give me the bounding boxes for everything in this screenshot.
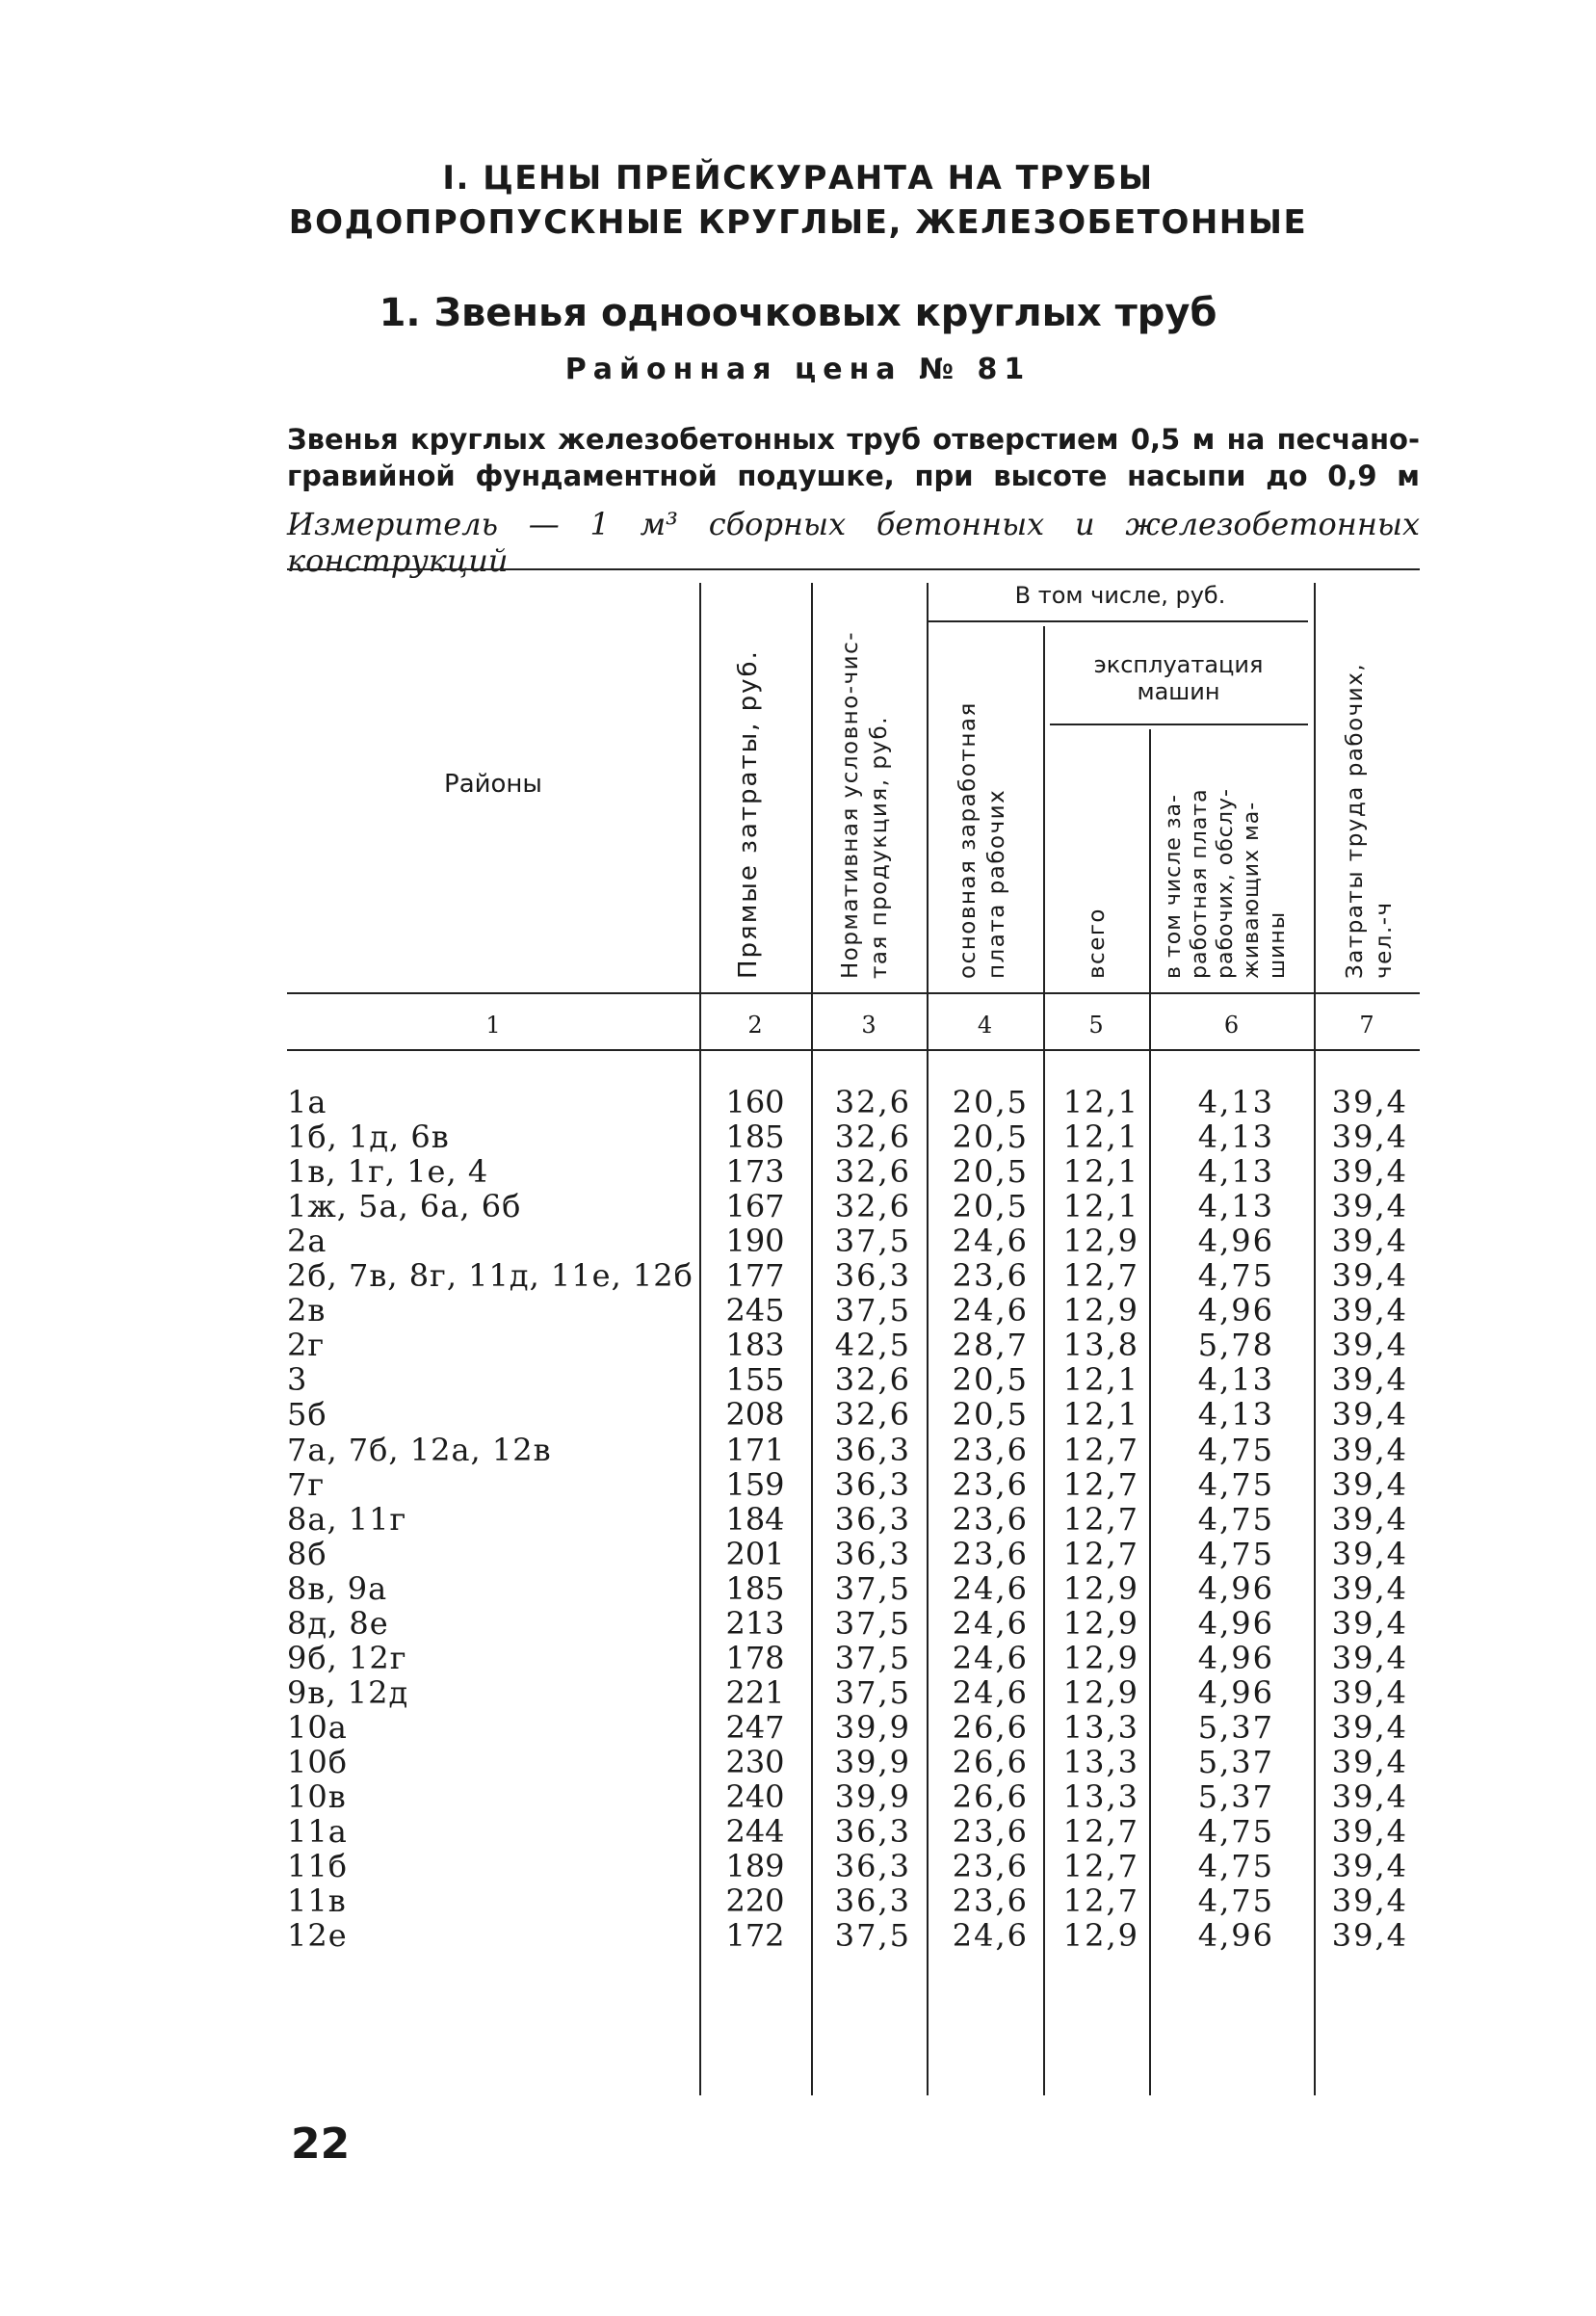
- value-cell-c6: 4,75: [1197, 1501, 1274, 1538]
- region-cell: 8д, 8е: [287, 1605, 389, 1642]
- value-cell-c4: 28,7: [952, 1327, 1029, 1363]
- section-title: 1. Звенья одноочковых круглых труб: [379, 291, 1217, 335]
- value-cell-c6: 4,96: [1197, 1605, 1274, 1642]
- value-cell-c5: 12,9: [1062, 1292, 1139, 1329]
- value-cell-c4: 20,5: [952, 1119, 1029, 1155]
- value-cell-c5: 12,9: [1062, 1223, 1139, 1259]
- value-cell-c5: 13,3: [1062, 1778, 1139, 1815]
- value-cell-c6: 5,37: [1197, 1778, 1274, 1815]
- value-cell-c5: 12,9: [1062, 1570, 1139, 1607]
- value-cell-c6: 4,13: [1197, 1188, 1274, 1224]
- region-cell: 11б: [287, 1848, 348, 1884]
- value-cell-c6: 4,13: [1197, 1153, 1274, 1190]
- price-label: Районная цена № 81: [564, 353, 1032, 386]
- region-cell: 8б: [287, 1536, 327, 1572]
- value-cell-c2: 208: [725, 1396, 785, 1433]
- value-cell-c7: 39,4: [1331, 1744, 1408, 1780]
- region-cell: 1б, 1д, 6в: [287, 1119, 450, 1155]
- value-cell-c6: 4,75: [1197, 1257, 1274, 1294]
- value-cell-c2: 189: [725, 1848, 785, 1884]
- value-cell-c3: 42,5: [834, 1327, 911, 1363]
- value-cell-c4: 20,5: [952, 1361, 1029, 1398]
- value-cell-c4: 20,5: [952, 1396, 1029, 1433]
- header-normative-product: Нормативная условно-чис- тая продукция, руб.: [838, 630, 892, 979]
- value-cell-c2: 220: [725, 1882, 785, 1919]
- value-cell-c7: 39,4: [1331, 1709, 1408, 1746]
- value-cell-c6: 4,96: [1197, 1570, 1274, 1607]
- value-cell-c4: 24,6: [952, 1640, 1029, 1676]
- column-number-7: 7: [1359, 1012, 1374, 1039]
- value-cell-c4: 26,6: [952, 1778, 1029, 1815]
- value-cell-c4: 23,6: [952, 1501, 1029, 1538]
- value-cell-c5: 12,9: [1062, 1605, 1139, 1642]
- value-cell-c7: 39,4: [1331, 1327, 1408, 1363]
- value-cell-c3: 37,5: [834, 1917, 911, 1954]
- value-cell-c5: 12,7: [1062, 1536, 1139, 1572]
- region-cell: 7г: [287, 1466, 326, 1503]
- column-number-3: 3: [861, 1012, 876, 1039]
- value-cell-c2: 183: [725, 1327, 785, 1363]
- value-cell-c4: 20,5: [952, 1188, 1029, 1224]
- value-cell-c3: 37,5: [834, 1223, 911, 1259]
- chapter-heading: [0, 156, 1596, 245]
- value-cell-c5: 12,7: [1062, 1813, 1139, 1850]
- value-cell-c7: 39,4: [1331, 1848, 1408, 1884]
- value-cell-c7: 39,4: [1331, 1153, 1408, 1190]
- region-cell: 1а: [287, 1084, 327, 1120]
- value-cell-c3: 36,3: [834, 1813, 911, 1850]
- value-cell-c3: 39,9: [834, 1778, 911, 1815]
- value-cell-c2: 221: [725, 1674, 785, 1711]
- value-cell-c2: 190: [725, 1223, 785, 1259]
- value-cell-c4: 26,6: [952, 1744, 1029, 1780]
- header-machines-total: всего: [1085, 907, 1110, 979]
- value-cell-c6: 4,75: [1197, 1813, 1274, 1850]
- value-cell-c5: 12,7: [1062, 1432, 1139, 1468]
- value-cell-c6: 4,96: [1197, 1917, 1274, 1954]
- value-cell-c7: 39,4: [1331, 1501, 1408, 1538]
- value-cell-c7: 39,4: [1331, 1223, 1408, 1259]
- value-cell-c4: 24,6: [952, 1223, 1029, 1259]
- value-cell-c6: 4,75: [1197, 1882, 1274, 1919]
- value-cell-c6: 4,75: [1197, 1432, 1274, 1468]
- value-cell-c7: 39,4: [1331, 1778, 1408, 1815]
- region-cell: 10а: [287, 1709, 348, 1746]
- value-cell-c2: 155: [725, 1361, 785, 1398]
- region-cell: 10в: [287, 1778, 347, 1815]
- value-cell-c6: 5,78: [1197, 1327, 1274, 1363]
- value-cell-c5: 12,1: [1062, 1119, 1139, 1155]
- value-cell-c5: 13,8: [1062, 1327, 1139, 1363]
- value-cell-c4: 24,6: [952, 1292, 1029, 1329]
- value-cell-c4: 23,6: [952, 1536, 1029, 1572]
- value-cell-c2: 160: [725, 1084, 785, 1120]
- incl-group-rule: [927, 620, 1308, 622]
- value-cell-c2: 213: [725, 1605, 785, 1642]
- column-number-4: 4: [977, 1012, 993, 1039]
- value-cell-c5: 12,1: [1062, 1396, 1139, 1433]
- value-cell-c3: 37,5: [834, 1292, 911, 1329]
- description: [287, 421, 1420, 494]
- header-regions: Районы: [444, 770, 542, 799]
- value-cell-c6: 5,37: [1197, 1709, 1274, 1746]
- value-cell-c7: 39,4: [1331, 1084, 1408, 1120]
- header-machines-wage: в том числе за- работная плата рабочих, обслу- живающих ма- шины: [1162, 788, 1290, 979]
- value-cell-c5: 12,7: [1062, 1466, 1139, 1503]
- value-cell-c7: 39,4: [1331, 1536, 1408, 1572]
- value-cell-c4: 24,6: [952, 1570, 1029, 1607]
- value-cell-c7: 39,4: [1331, 1361, 1408, 1398]
- value-cell-c3: 32,6: [834, 1119, 911, 1155]
- region-cell: 2б, 7в, 8г, 11д, 11е, 12б: [287, 1257, 693, 1294]
- value-cell-c3: 37,5: [834, 1605, 911, 1642]
- value-cell-c2: 177: [725, 1257, 785, 1294]
- region-cell: 8а, 11г: [287, 1501, 407, 1538]
- value-cell-c5: 13,3: [1062, 1709, 1139, 1746]
- region-cell: 2в: [287, 1292, 327, 1329]
- region-cell: 10б: [287, 1744, 348, 1780]
- column-number-5: 5: [1088, 1012, 1104, 1039]
- value-cell-c5: 12,9: [1062, 1674, 1139, 1711]
- value-cell-c7: 39,4: [1331, 1257, 1408, 1294]
- value-cell-c4: 23,6: [952, 1848, 1029, 1884]
- region-cell: 2а: [287, 1223, 327, 1259]
- region-cell: 2г: [287, 1327, 326, 1363]
- value-cell-c7: 39,4: [1331, 1640, 1408, 1676]
- chapter-heading-line1: I. ЦЕНЫ ПРЕЙСКУРАНТА НА ТРУБЫ: [442, 159, 1154, 197]
- value-cell-c3: 32,6: [834, 1188, 911, 1224]
- value-cell-c3: 37,5: [834, 1640, 911, 1676]
- value-cell-c7: 39,4: [1331, 1396, 1408, 1433]
- page-number: 22: [291, 2119, 351, 2169]
- value-cell-c4: 23,6: [952, 1813, 1029, 1850]
- region-cell: 11в: [287, 1882, 347, 1919]
- column-numbers-rule: [287, 1049, 1420, 1051]
- header-direct-costs: Прямые затраты, руб.: [734, 649, 763, 979]
- description-line2: гравийной фундаментной подушке, при высоте насыпи до 0,9 м: [287, 460, 1420, 492]
- value-cell-c2: 184: [725, 1501, 785, 1538]
- value-cell-c6: 4,13: [1197, 1361, 1274, 1398]
- value-cell-c7: 39,4: [1331, 1570, 1408, 1607]
- value-cell-c3: 36,3: [834, 1257, 911, 1294]
- value-cell-c5: 12,1: [1062, 1188, 1139, 1224]
- header-machines-group: эксплуатация машин: [1093, 651, 1264, 705]
- value-cell-c3: 36,3: [834, 1848, 911, 1884]
- value-cell-c7: 39,4: [1331, 1674, 1408, 1711]
- region-cell: 5б: [287, 1396, 327, 1433]
- value-cell-c3: 36,3: [834, 1432, 911, 1468]
- region-cell: 3: [287, 1361, 308, 1398]
- value-cell-c5: 12,7: [1062, 1257, 1139, 1294]
- value-cell-c2: 247: [725, 1709, 785, 1746]
- value-cell-c7: 39,4: [1331, 1466, 1408, 1503]
- value-cell-c5: 12,9: [1062, 1917, 1139, 1954]
- value-cell-c7: 39,4: [1331, 1292, 1408, 1329]
- description-line1: Звенья круглых железобетонных труб отверстием 0,5 м на песчано-: [287, 423, 1420, 456]
- value-cell-c4: 23,6: [952, 1882, 1029, 1919]
- value-cell-c5: 12,1: [1062, 1361, 1139, 1398]
- value-cell-c3: 36,3: [834, 1536, 911, 1572]
- value-cell-c7: 39,4: [1331, 1605, 1408, 1642]
- machines-group-rule: [1050, 724, 1308, 725]
- value-cell-c6: 5,37: [1197, 1744, 1274, 1780]
- value-cell-c7: 39,4: [1331, 1432, 1408, 1468]
- value-cell-c2: 173: [725, 1153, 785, 1190]
- value-cell-c6: 4,13: [1197, 1396, 1274, 1433]
- value-cell-c7: 39,4: [1331, 1813, 1408, 1850]
- value-cell-c4: 24,6: [952, 1674, 1029, 1711]
- header-bottom-rule: [287, 992, 1420, 994]
- column-number-6: 6: [1223, 1012, 1240, 1039]
- value-cell-c2: 178: [725, 1640, 785, 1676]
- value-cell-c2: 245: [725, 1292, 785, 1329]
- value-cell-c6: 4,96: [1197, 1292, 1274, 1329]
- value-cell-c6: 4,75: [1197, 1536, 1274, 1572]
- value-cell-c4: 20,5: [952, 1153, 1029, 1190]
- value-cell-c5: 12,9: [1062, 1640, 1139, 1676]
- region-cell: 12е: [287, 1917, 348, 1954]
- value-cell-c3: 37,5: [834, 1674, 911, 1711]
- value-cell-c2: 201: [725, 1536, 785, 1572]
- value-cell-c5: 12,1: [1062, 1153, 1139, 1190]
- value-cell-c3: 32,6: [834, 1084, 911, 1120]
- header-incl-group: В том числе, руб.: [1014, 582, 1226, 609]
- column-number-2: 2: [747, 1012, 763, 1039]
- table-top-rule: [287, 568, 1420, 570]
- value-cell-c7: 39,4: [1331, 1119, 1408, 1155]
- value-cell-c6: 4,96: [1197, 1640, 1274, 1676]
- value-cell-c6: 4,13: [1197, 1084, 1274, 1120]
- value-cell-c4: 23,6: [952, 1466, 1029, 1503]
- value-cell-c3: 32,6: [834, 1396, 911, 1433]
- value-cell-c3: 36,3: [834, 1466, 911, 1503]
- region-cell: 9в, 12д: [287, 1674, 409, 1711]
- value-cell-c6: 4,75: [1197, 1466, 1274, 1503]
- value-cell-c2: 230: [725, 1744, 785, 1780]
- value-cell-c2: 167: [725, 1188, 785, 1224]
- value-cell-c3: 32,6: [834, 1361, 911, 1398]
- region-cell: 7а, 7б, 12а, 12в: [287, 1432, 552, 1468]
- region-cell: 11а: [287, 1813, 348, 1850]
- value-cell-c2: 172: [725, 1917, 785, 1954]
- value-cell-c4: 24,6: [952, 1605, 1029, 1642]
- region-cell: 1ж, 5а, 6а, 6б: [287, 1188, 522, 1224]
- value-cell-c2: 244: [725, 1813, 785, 1850]
- value-cell-c6: 4,96: [1197, 1223, 1274, 1259]
- value-cell-c4: 23,6: [952, 1432, 1029, 1468]
- header-base-wage: основная заработная плата рабочих: [955, 701, 1009, 979]
- value-cell-c6: 4,13: [1197, 1119, 1274, 1155]
- value-cell-c2: 159: [725, 1466, 785, 1503]
- value-cell-c3: 32,6: [834, 1153, 911, 1190]
- value-cell-c3: 37,5: [834, 1570, 911, 1607]
- region-cell: 8в, 9а: [287, 1570, 388, 1607]
- value-cell-c4: 26,6: [952, 1709, 1029, 1746]
- region-cell: 1в, 1г, 1е, 4: [287, 1153, 489, 1190]
- value-cell-c5: 12,7: [1062, 1848, 1139, 1884]
- value-cell-c7: 39,4: [1331, 1917, 1408, 1954]
- value-cell-c2: 185: [725, 1570, 785, 1607]
- value-cell-c3: 36,3: [834, 1501, 911, 1538]
- value-cell-c3: 39,9: [834, 1744, 911, 1780]
- value-cell-c7: 39,4: [1331, 1188, 1408, 1224]
- value-cell-c4: 24,6: [952, 1917, 1029, 1954]
- value-cell-c2: 240: [725, 1778, 785, 1815]
- region-cell: 9б, 12г: [287, 1640, 407, 1676]
- value-cell-c2: 171: [725, 1432, 785, 1468]
- value-cell-c5: 12,7: [1062, 1501, 1139, 1538]
- value-cell-c3: 36,3: [834, 1882, 911, 1919]
- value-cell-c6: 4,75: [1197, 1848, 1274, 1884]
- value-cell-c4: 23,6: [952, 1257, 1029, 1294]
- value-cell-c6: 4,96: [1197, 1674, 1274, 1711]
- chapter-heading-line2: ВОДОПРОПУСКНЫЕ КРУГЛЫЕ, ЖЕЛЕЗОБЕТОННЫЕ: [288, 203, 1308, 242]
- value-cell-c5: 12,7: [1062, 1882, 1139, 1919]
- value-cell-c3: 39,9: [834, 1709, 911, 1746]
- value-cell-c4: 20,5: [952, 1084, 1029, 1120]
- column-number-1: 1: [485, 1012, 501, 1039]
- header-labor: Затраты труда рабочих, чел.-ч: [1343, 662, 1397, 979]
- value-cell-c2: 185: [725, 1119, 785, 1155]
- value-cell-c7: 39,4: [1331, 1882, 1408, 1919]
- unit-line: Измеритель — 1 м³ сборных бетонных и железобетонных конструкций: [287, 506, 1420, 579]
- value-cell-c5: 13,3: [1062, 1744, 1139, 1780]
- value-cell-c5: 12,1: [1062, 1084, 1139, 1120]
